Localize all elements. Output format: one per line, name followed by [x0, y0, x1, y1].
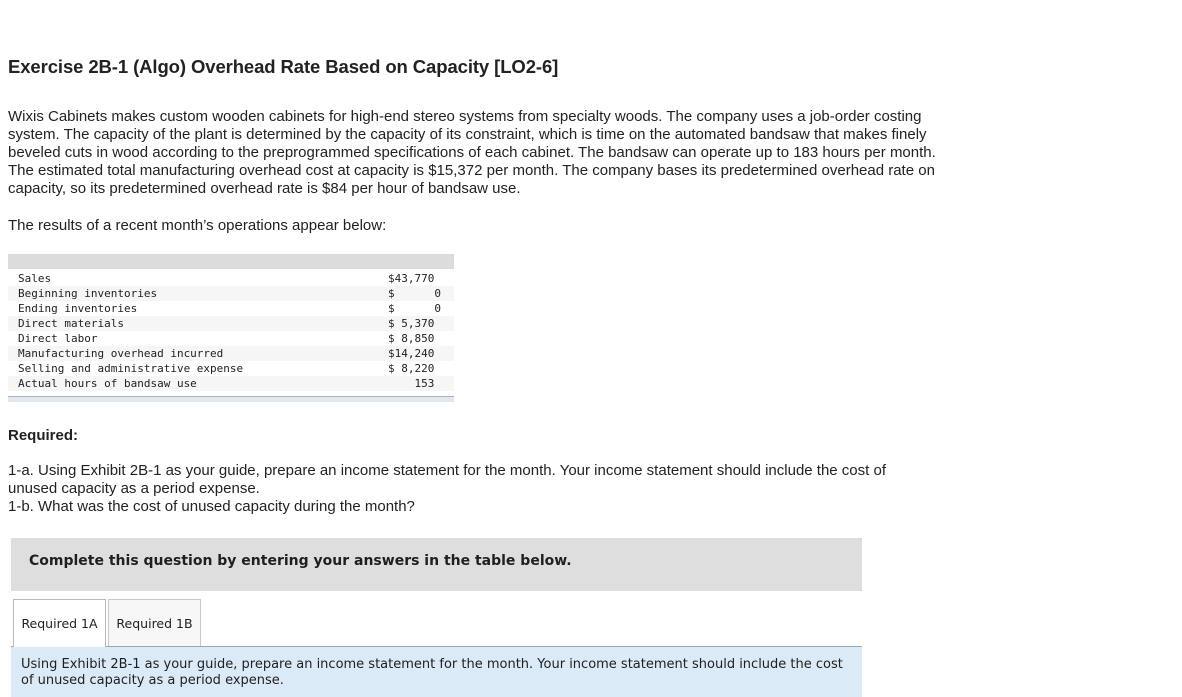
table-row — [8, 286, 454, 301]
tab-instruction: Using Exhibit 2B-1 as your guide, prepare an income statement for the month. Your income statement should include the cost of unused capacity as a period expense. — [11, 647, 862, 697]
complete-prompt: Complete this question by entering your answers in the table below. — [29, 553, 572, 569]
row-value: $ 8,850 — [388, 332, 435, 345]
row-value: $43,770 — [388, 272, 435, 285]
tab-required-1a[interactable]: Required 1A — [13, 599, 106, 647]
required-item-1a: 1-a. Using Exhibit 2B-1 as your guide, prepare an income statement for the month. Your income statement should include the cost of unused capacity as a period expense. — [8, 462, 886, 497]
table-row — [8, 316, 454, 331]
row-label: Sales — [18, 272, 52, 285]
row-value: 153 — [388, 377, 435, 390]
row-value: $ 8,220 — [388, 362, 435, 375]
complete-question-banner — [11, 538, 862, 591]
required-items — [8, 462, 938, 516]
required-item-1b: 1-b. What was the cost of unused capacity during the month? — [8, 498, 415, 515]
table-row — [8, 301, 454, 316]
row-label: Manufacturing overhead incurred — [8, 346, 388, 361]
row-value: $ 0 — [388, 287, 441, 300]
problem-paragraph: Wixis Cabinets makes custom wooden cabinets for high-end stereo systems from specialty woods. The company uses a job-order costing system. The capacity of the plant is determined by the capacity of its constraint, which is time on the automated bandsaw that makes finely beveled cuts in wood according to the preprogrammed specifications of each cabinet. The bandsaw can operate up to 183 hours per month. The estimated total manufacturing overhead cost at capacity is $15,372 per month. The company bases its predetermined overhead rate on capacity, so its predetermined overhead rate is $84 per hour of bandsaw use. — [8, 108, 936, 197]
results-intro: The results of a recent month’s operations appear below: — [8, 217, 387, 234]
row-value: $14,240 — [388, 347, 435, 360]
required-heading: Required: — [8, 427, 79, 444]
table-row — [8, 361, 454, 376]
row-label: Direct labor — [18, 332, 98, 345]
exercise-title: Exercise 2B-1 (Algo) Overhead Rate Based on Capacity [LO2-6] — [8, 56, 559, 77]
row-label: Direct materials — [8, 316, 388, 331]
table-row — [8, 376, 454, 391]
table-header-bar — [8, 254, 454, 269]
tab-required-1b[interactable]: Required 1B — [108, 599, 201, 646]
row-label: Actual hours of bandsaw use — [8, 376, 388, 391]
results-table — [8, 254, 454, 403]
table-footer-bar — [8, 396, 454, 402]
row-label: Ending inventories — [18, 302, 138, 315]
row-label: Beginning inventories — [8, 286, 388, 301]
problem-description — [8, 108, 943, 198]
table-row — [8, 271, 454, 286]
row-value: $ 5,370 — [388, 317, 435, 330]
table-row — [8, 346, 454, 361]
table-row — [8, 331, 454, 346]
results-grid — [8, 271, 454, 391]
row-label: Selling and administrative expense — [18, 362, 244, 375]
row-value: $ 0 — [388, 302, 441, 315]
